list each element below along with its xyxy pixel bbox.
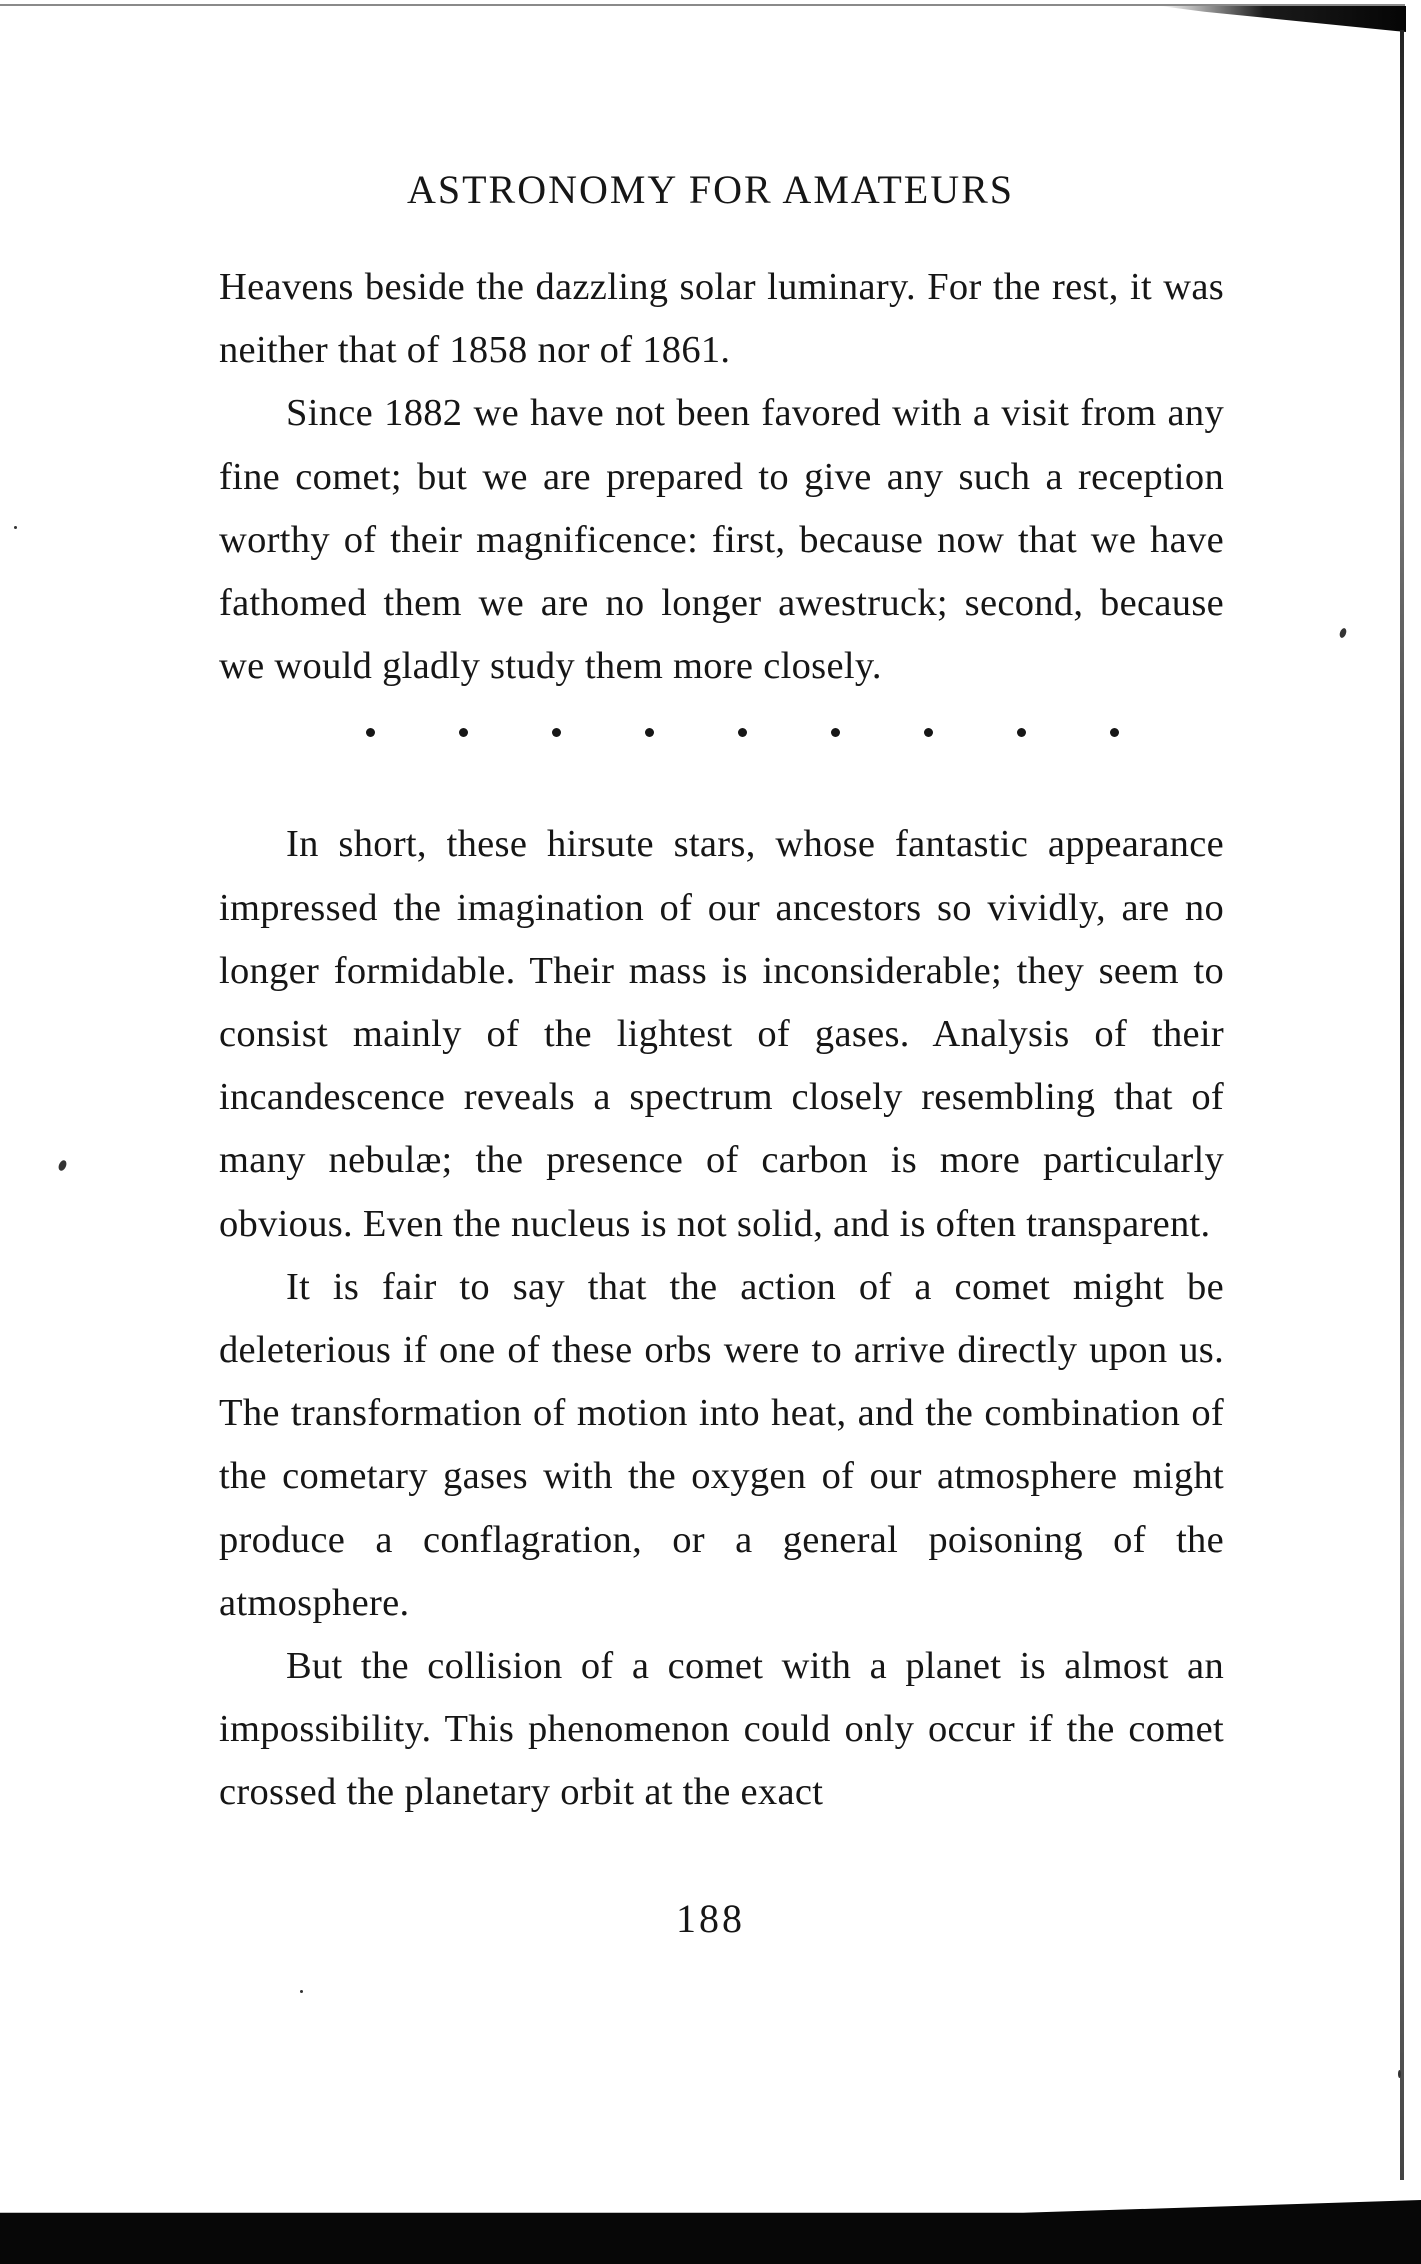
separator-dot: [738, 728, 747, 737]
ellipsis-separator: [219, 698, 1224, 761]
separator-dot: [831, 728, 840, 737]
scan-speck: [1338, 627, 1347, 638]
page-number: 188: [676, 1896, 745, 1941]
paragraph-hirsute-stars: In short, these hirsute stars, whose fantastic appearance impressed the imagination of our ancestors so vividly, are no longer formidable. Their mass is inconsiderable; they seem to consist mainly of the lightest of gases. Analysis of their incandescence reveals a spectrum closely resembling that of many nebulæ; the presence of carbon is more particularly obvious. Even the nucleus is not solid, and is often transparent.: [219, 823, 1224, 1245]
scan-speck: [57, 1159, 68, 1172]
scan-speck: [14, 526, 17, 529]
paragraph-comet-visits: Since 1882 we have not been favored with a visit from any fine comet; but we are prepared to give any such a reception worthy of their magnificence: first, because now that we have fathomed them we are no longer awestruck; second, because we would gladly study them more closely.: [219, 392, 1224, 688]
scan-top-edge-shadow: [1160, 6, 1406, 32]
scan-right-edge: [1400, 30, 1404, 2180]
separator-dot: [366, 728, 375, 737]
scan-speck: [1398, 2070, 1401, 2078]
running-head: ASTRONOMY FOR AMATEURS: [406, 167, 1015, 212]
paragraph-continuation: Heavens beside the dazzling solar luminary. For the rest, it was neither that of 1858 nor of 1861.: [219, 266, 1224, 372]
body-text: [219, 256, 1224, 1825]
separator-dot: [459, 728, 468, 737]
scan-bottom-band: [0, 2200, 1421, 2264]
separator-dot: [924, 728, 933, 737]
separator-dot: [645, 728, 654, 737]
separator-dot: [1110, 728, 1119, 737]
separator-dot: [552, 728, 561, 737]
separator-dot: [1017, 728, 1026, 737]
scan-top-rule: [0, 4, 1405, 6]
paragraph-comet-action: It is fair to say that the action of a comet might be deleterious if one of these orbs were to arrive directly upon us. The transformation of motion into heat, and the combination of the cometary gases with the oxygen of our atmosphere might produce a conflagration, or a general poisoning of the atmosphere.: [219, 1265, 1224, 1624]
paragraph-collision: But the collision of a comet with a planet is almost an impossibility. This phenomenon could only occur if the comet crossed the planetary orbit at the exact: [219, 1645, 1224, 1814]
scan-speck: [300, 1990, 303, 1993]
